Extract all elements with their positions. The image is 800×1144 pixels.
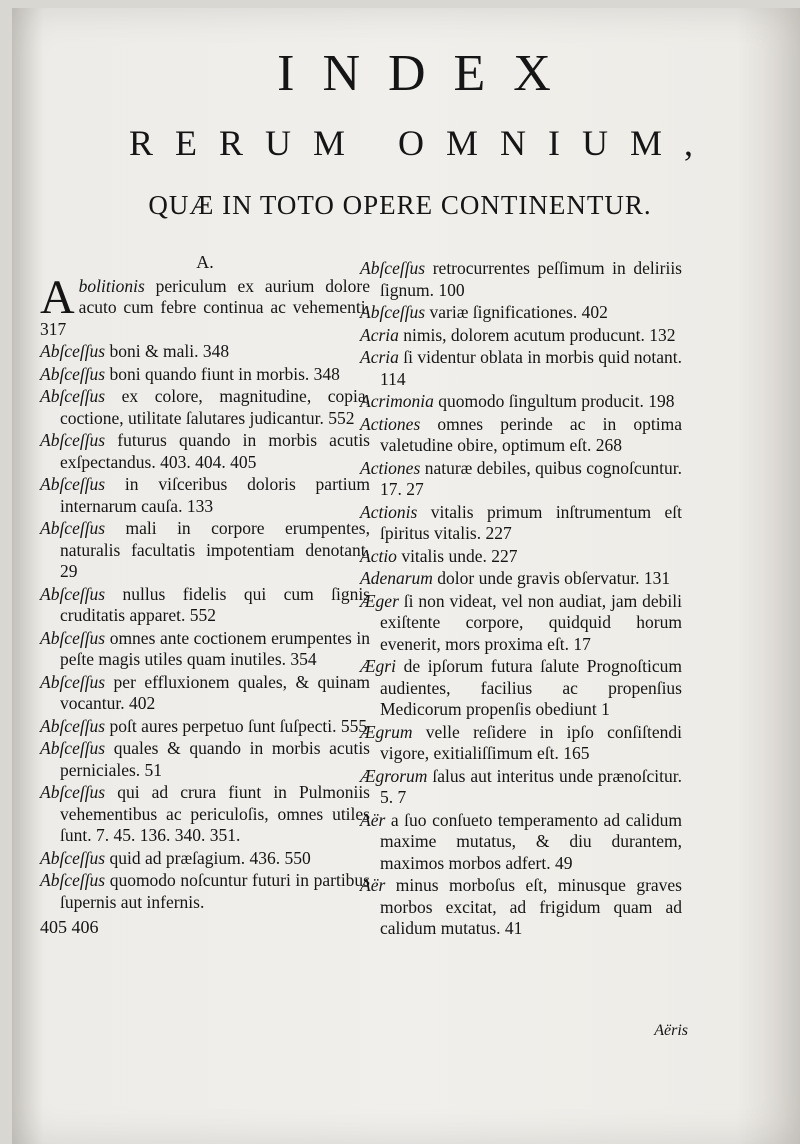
- index-entry: [360, 810, 682, 875]
- index-entry: [40, 364, 370, 386]
- index-entry: [360, 722, 682, 765]
- left-entry-list: [40, 270, 370, 914]
- entry-heading: Abſceſſus: [40, 627, 106, 648]
- index-entry: [40, 518, 370, 583]
- entry-text: periculum ex aurium dolore acuto cum febre continua ac vehementi. 317: [40, 275, 370, 339]
- entry-text: omnes perinde ac in optima valetudine obire, optimum eſt. 268: [380, 413, 682, 455]
- entry-heading: Aër: [360, 875, 386, 895]
- index-entry: [40, 848, 370, 870]
- entry-text: ſalus aut interitus unde prænoſcitur. 5. 7: [380, 765, 682, 807]
- entry-text: poſt aures perpetuo ſunt ſuſpecti. 555: [105, 715, 368, 736]
- entry-text: quales & quando in morbis acutis perniciales. 51: [60, 738, 370, 780]
- entry-heading: Actio: [360, 545, 397, 566]
- index-entry: [360, 591, 682, 656]
- entry-text: quid ad præſagium. 436. 550: [105, 847, 311, 868]
- entry-heading: Actiones: [360, 413, 421, 434]
- index-entry: [360, 302, 682, 324]
- entry-heading: Æger: [360, 590, 399, 611]
- index-entry: [360, 568, 682, 590]
- index-caption: QUÆ IN TOTO OPERE CONTINENTUR.: [148, 190, 652, 220]
- index-entry: [40, 341, 370, 363]
- entry-heading: Abſceſſus: [40, 671, 106, 692]
- entry-heading: Abſceſſus: [40, 715, 106, 736]
- entry-text: per effluxionem quales, & quinam vocantur. 402: [60, 671, 370, 713]
- index-entry: [40, 782, 370, 847]
- entry-text: ex colore, magnitudine, copia, coctione, utilitate ſalutares judicantur. 552: [60, 386, 370, 428]
- index-entry: [40, 270, 370, 341]
- entry-text: nimis, dolorem acutum producunt. 132: [398, 324, 676, 345]
- entry-text: dolor unde gravis obſervatur. 131: [432, 568, 671, 588]
- entry-text: a ſuo conſueto temperamento ad calidum maxime mutatus, & diu durantem, maximos morbos adfert. 49: [380, 809, 682, 873]
- entry-text: qui ad crura fiunt in Pulmoniis vehementibus ac periculoſis, omnes utiles ſunt. 7. 45. 136. 340. 351.: [60, 782, 370, 845]
- entry-heading: Abſceſſus: [40, 363, 106, 384]
- entry-heading: Abſceſſus: [40, 474, 106, 494]
- entry-text: boni & mali. 348: [105, 341, 230, 361]
- index-entry: [40, 386, 370, 429]
- entry-heading: Abſceſſus: [40, 341, 106, 361]
- entry-heading: Abſceſſus: [40, 430, 106, 450]
- entry-heading: bolitionis: [78, 275, 145, 296]
- entry-heading: Acria: [360, 324, 399, 345]
- entry-text: naturæ debiles, quibus cognoſcuntur. 17. 27: [380, 457, 682, 499]
- entry-heading: Abſceſſus: [40, 583, 106, 604]
- left-column: [40, 252, 370, 939]
- index-entry: [360, 414, 682, 457]
- entry-text: nullus fidelis qui cum ſignis cruditatis apparet. 552: [60, 583, 370, 625]
- entry-heading: Ægrorum: [360, 765, 428, 786]
- index-entry: [360, 391, 682, 413]
- entry-text: ſi videntur oblata in morbis quid notant. 114: [380, 347, 682, 389]
- index-entry: [40, 474, 370, 517]
- entry-text: in viſceribus doloris partium internarum cauſa. 133: [60, 474, 370, 516]
- entry-heading: Abſceſſus: [40, 847, 106, 868]
- entry-text: minus morboſus eſt, minusque graves morbos excitat, ad frigidum quam ad calidum mutatus. 41: [380, 875, 682, 938]
- index-entry: [360, 546, 682, 568]
- entry-heading: Abſceſſus: [360, 258, 426, 278]
- index-entry: [360, 875, 682, 940]
- entry-text: omnes ante coctionem erumpentes in peſte magis utiles quam inutiles. 354: [60, 627, 370, 669]
- page-ref-continuation: 405 406: [40, 917, 99, 937]
- entry-heading: Abſceſſus: [40, 518, 106, 538]
- entry-text: retrocurrentes peſſimum in deliriis ſignum. 100: [380, 258, 682, 300]
- entry-text: boni quando fiunt in morbis. 348: [105, 363, 340, 384]
- index-entry: [40, 672, 370, 715]
- index-entry: [360, 258, 682, 301]
- index-subtitle: RERUM OMNIUM,: [128, 123, 716, 163]
- entry-heading: Abſceſſus: [40, 386, 106, 406]
- catchword: Aëris: [654, 1022, 688, 1039]
- entry-text: futurus quando in morbis acutis exſpectandus. 403. 404. 405: [60, 430, 370, 472]
- index-entry: [360, 458, 682, 501]
- entry-heading: Acria: [360, 347, 399, 367]
- index-entry: [360, 325, 682, 347]
- entry-heading: Abſceſſus: [40, 870, 106, 890]
- index-entry: [40, 430, 370, 473]
- entry-text: quomodo ſingultum producit. 198: [433, 391, 675, 411]
- index-entry: [40, 738, 370, 781]
- entry-text: variæ ſignificationes. 402: [425, 302, 608, 322]
- index-entry: [360, 766, 682, 809]
- entry-heading: Abſceſſus: [360, 302, 426, 322]
- entry-text: mali in corpore erumpentes, naturalis facultatis impotentiam denotant. 29: [60, 518, 370, 581]
- right-column: [360, 258, 682, 941]
- entry-heading: Ægri: [360, 656, 396, 676]
- index-entry: [40, 870, 370, 913]
- entry-heading: Aër: [360, 809, 386, 830]
- right-entry-list: [360, 258, 682, 940]
- index-entry: [40, 628, 370, 671]
- entry-text: quomodo noſcuntur futuri in partibus ſupernis aut infernis.: [60, 870, 370, 912]
- entry-heading: Acrimonia: [360, 391, 434, 411]
- entry-heading: Abſceſſus: [40, 782, 106, 802]
- entry-heading: Ægrum: [360, 721, 413, 742]
- index-entry: [360, 347, 682, 390]
- entry-text: ſi non videat, vel non audiat, jam debili exiſtente corpore, quidquid horum evenerit, mors proxima eſt. 17: [380, 590, 682, 654]
- index-entry: [360, 502, 682, 545]
- entry-text: de ipſorum futura ſalute Prognoſticum audientes, facilius ac propenſius Medicorum propenſis obediunt 1: [380, 656, 682, 719]
- entry-heading: Actionis: [360, 501, 418, 522]
- section-letter: A.: [196, 252, 214, 272]
- index-entry: [40, 584, 370, 627]
- entry-heading: Adenarum: [360, 568, 433, 588]
- index-entry: [40, 716, 370, 738]
- entry-text: vitalis unde. 227: [396, 545, 518, 566]
- entry-heading: Abſceſſus: [40, 738, 106, 758]
- drop-cap: A: [40, 270, 75, 324]
- entry-text: velle reſidere in ipſo conſiſtendi vigore, exitialiſſimum eſt. 165: [380, 721, 682, 763]
- entry-heading: Actiones: [360, 457, 421, 478]
- entry-text: vitalis primum inſtrumentum eſt ſpiritus vitalis. 227: [380, 501, 682, 543]
- index-title: INDEX: [277, 45, 579, 102]
- index-entry: [360, 656, 682, 721]
